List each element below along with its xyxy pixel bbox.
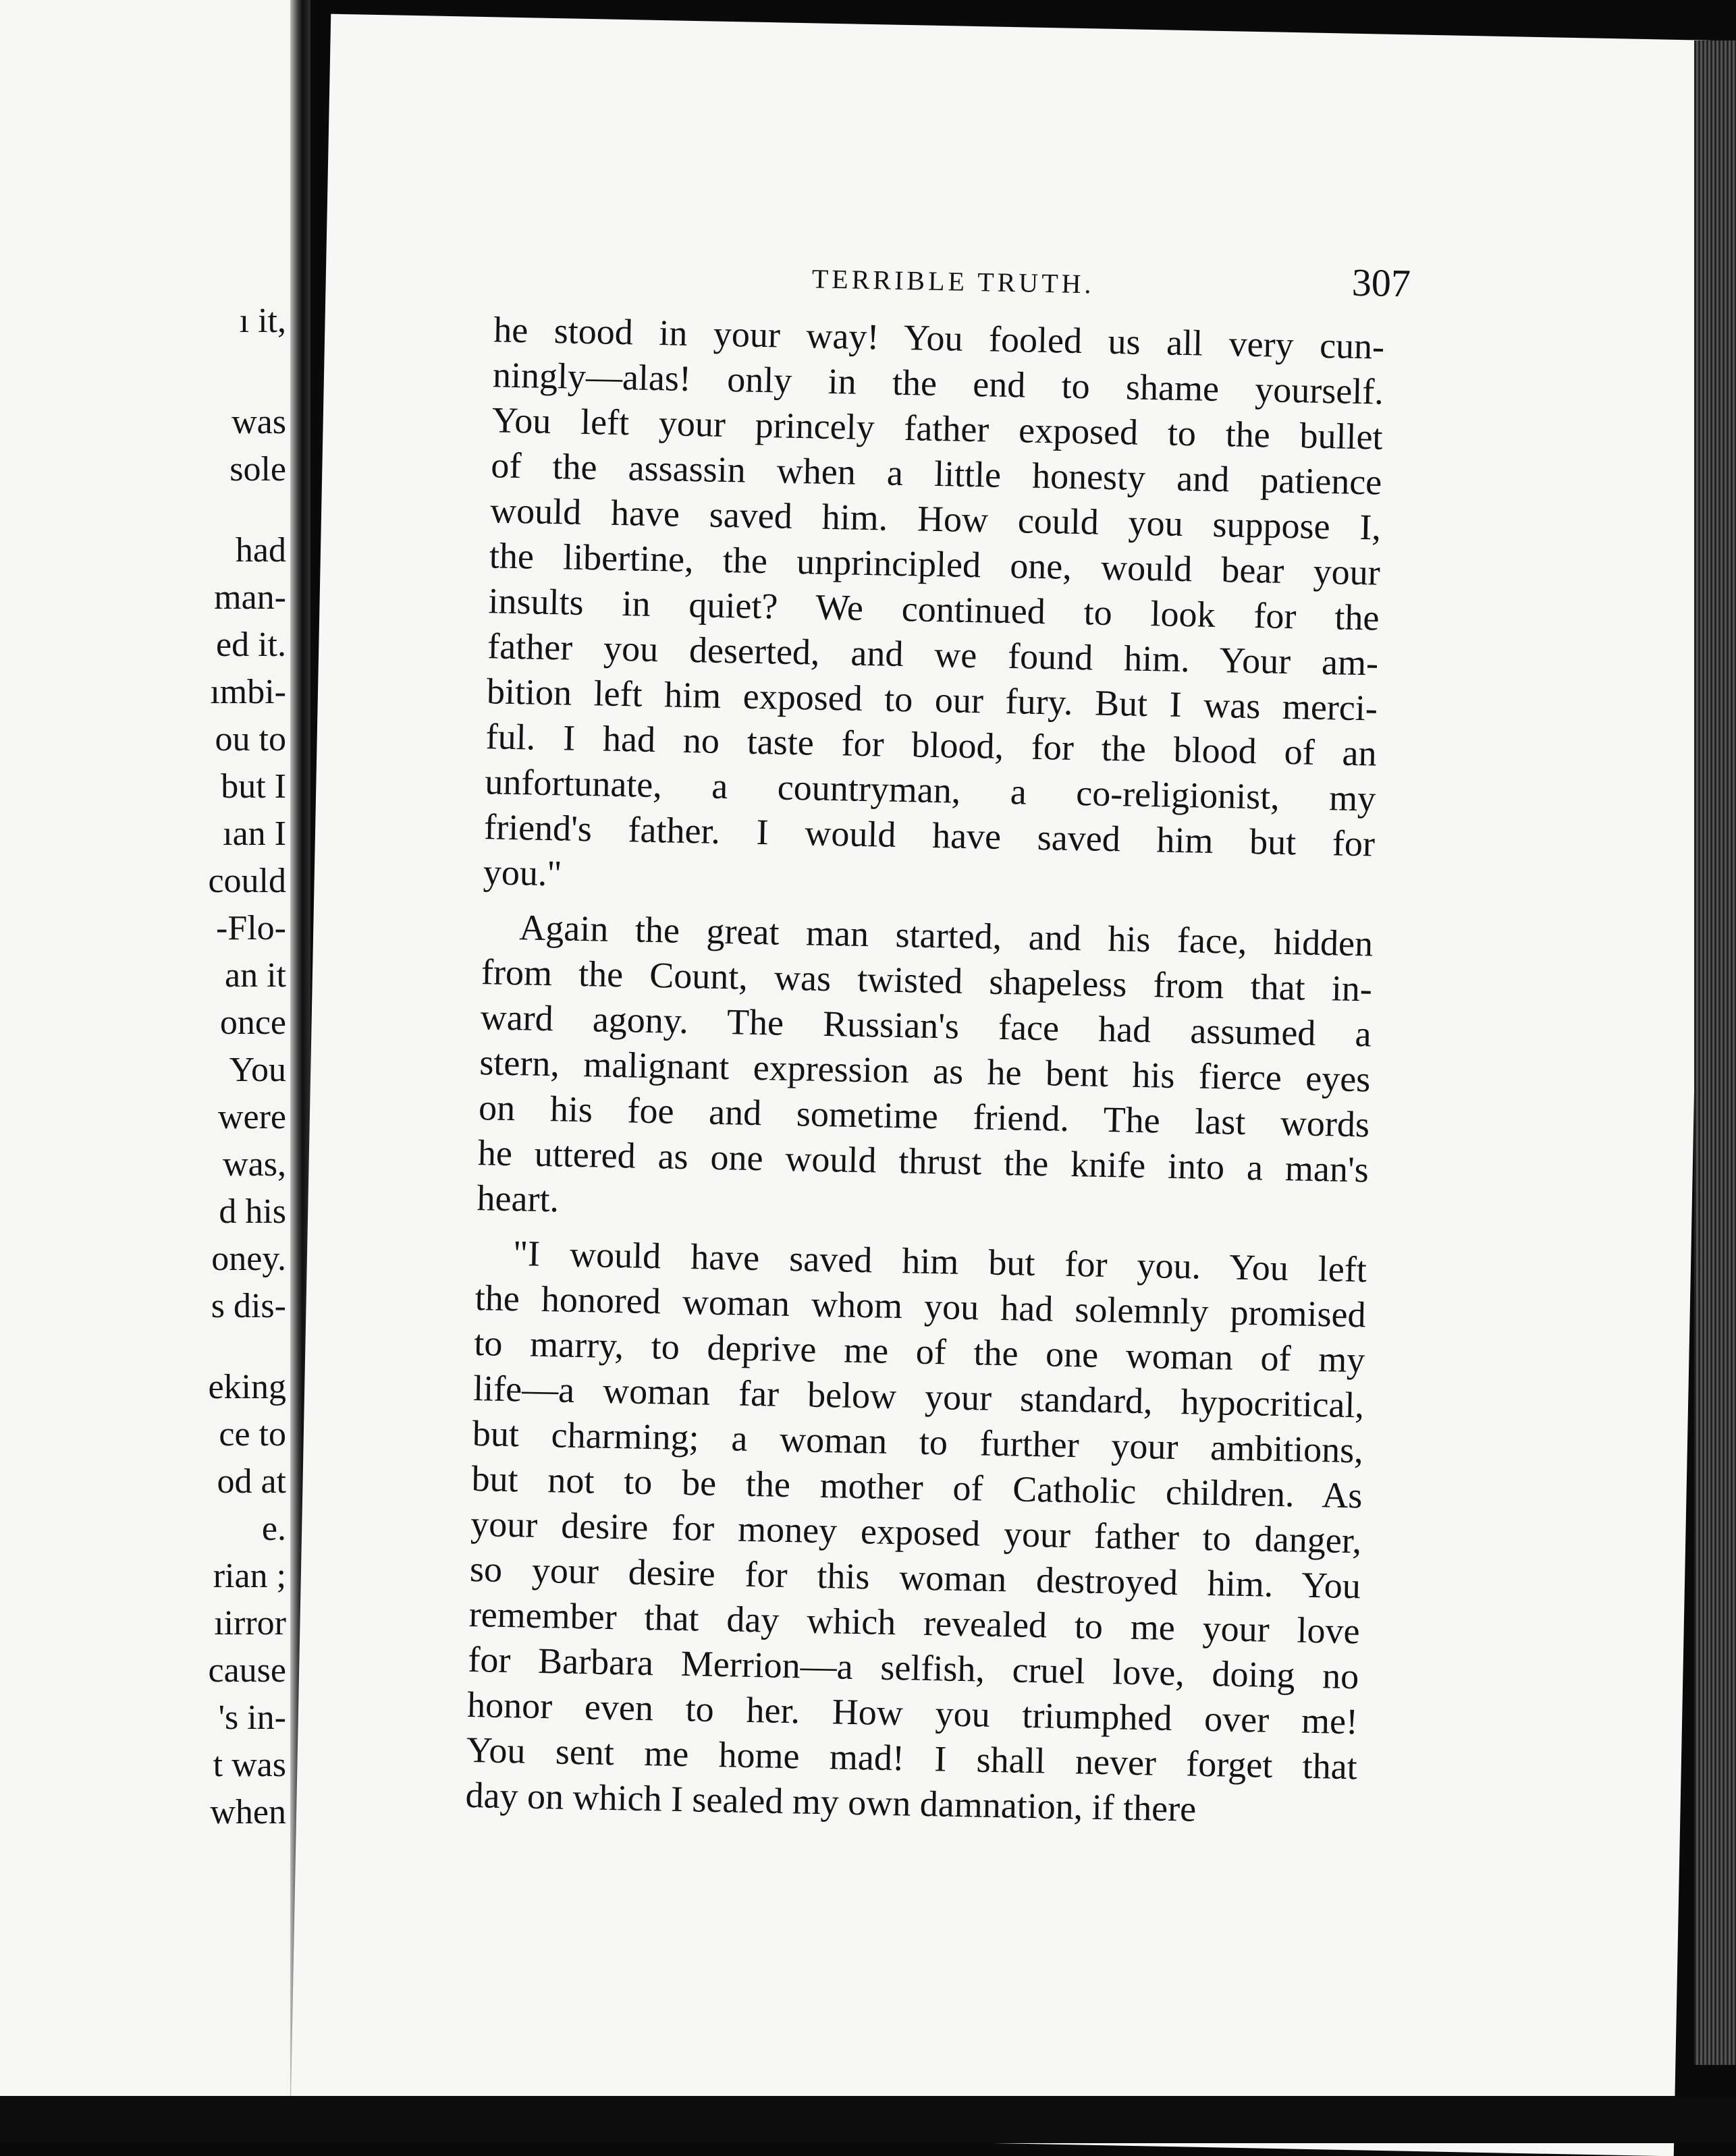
left-page-line: oney. [211, 1240, 286, 1278]
left-page-line: d his [219, 1192, 286, 1231]
left-page-line: -Flo- [216, 909, 286, 947]
left-page-line: had [235, 531, 286, 570]
text-line: on his foe and sometime friend. The last words [478, 1087, 1370, 1145]
left-page-line: od at [217, 1462, 286, 1501]
left-page-line: s dis- [211, 1287, 286, 1325]
left-page-line: ımbi- [210, 673, 286, 711]
text-line: honor even to her. How you triumphed over me! [466, 1684, 1359, 1742]
left-page-line: sole [229, 450, 286, 489]
left-page-line: t was [213, 1746, 286, 1784]
text-line: to marry, to deprive me of the one woman of my [473, 1323, 1365, 1381]
left-page-line: an it [225, 956, 286, 995]
left-page-line: when [210, 1793, 286, 1831]
text-line: insults in quiet? We continued to look for the [488, 580, 1380, 638]
left-page-line: were [217, 1098, 286, 1136]
left-page-line: once [219, 1003, 286, 1042]
text-line: he uttered as one would thrust the knife into a man's [477, 1132, 1369, 1190]
text-line: life—a woman far below your standard, hypocritical, [472, 1368, 1365, 1426]
left-page-line: 's in- [218, 1698, 286, 1737]
text-line: friend's father. I would have saved him but for [483, 806, 1376, 864]
right-page [290, 14, 1714, 2156]
left-page-line: was [232, 403, 286, 441]
left-page-fragment [0, 0, 290, 2143]
left-page-line: ce to [219, 1415, 286, 1454]
left-page-line: ıirror [214, 1604, 286, 1642]
text-line: You left your princely father exposed to the bullet [491, 399, 1384, 458]
page-edges [1694, 40, 1736, 2065]
paragraph [465, 1230, 1367, 1835]
text-line: the libertine, the unprincipled one, would bear your [489, 535, 1381, 593]
left-page-line: but I [221, 767, 286, 806]
left-page-line: could [208, 862, 286, 900]
text-line: but charming; a woman to further your ambitions, [472, 1413, 1364, 1471]
left-page-line: ed it. [216, 626, 286, 664]
left-page-line: was, [223, 1145, 286, 1184]
left-page-line: cause [208, 1651, 286, 1690]
text-line: unfortunate, a countryman, a co-religionist, my [484, 761, 1376, 819]
text-line: day on which I sealed my own damnation, if there [465, 1774, 1197, 1829]
left-page-line: ı it, [239, 302, 286, 340]
text-line: father you deserted, and we found him. Your am- [487, 626, 1379, 684]
text-line: the honored woman whom you had solemnly promised [474, 1277, 1367, 1335]
text-line: your desire for money exposed your father to danger, [470, 1503, 1362, 1561]
left-page-line: rian ; [213, 1557, 286, 1595]
left-page-line: ıan I [223, 814, 286, 853]
text-line: "I would have saved him but for you. You left [512, 1233, 1367, 1290]
paragraph [477, 904, 1374, 1238]
paragraph [483, 307, 1384, 912]
text-line: heart. [477, 1178, 560, 1220]
text-line: remember that day which revealed to me your love [468, 1593, 1361, 1652]
text-line: bition left him exposed to our fury. But I was merci- [486, 671, 1378, 729]
text-line: of the assassin when a little honesty and patience [490, 445, 1382, 503]
text-line: would have saved him. How could you suppose I, [489, 490, 1382, 548]
scan-border [0, 2096, 1736, 2143]
left-page-line: ou to [215, 720, 286, 758]
text-line: ful. I had no taste for blood, for the blood of an [485, 716, 1378, 774]
text-line: Again the great man started, and his face, hidden [518, 907, 1374, 964]
running-head: TERRIBLE TRUTH. [811, 263, 1095, 300]
body-text [465, 307, 1385, 1835]
text-line: you." [483, 852, 563, 894]
left-page-line: You [229, 1051, 286, 1089]
text-line: but not to be the mother of Catholic children. As [471, 1458, 1363, 1516]
text-line: You sent me home mad! I shall never forget that [466, 1729, 1358, 1788]
text-line: from the Count, was twisted shapeless from that in- [481, 951, 1373, 1010]
left-page-line: e. [261, 1510, 286, 1548]
text-line: so your desire for this woman destroyed him. You [469, 1548, 1361, 1607]
text-line: stern, malignant expression as he bent his fierce eyes [479, 1042, 1371, 1100]
text-line: ward agony. The Russian's face had assumed a [480, 997, 1372, 1055]
left-page-line: eking [208, 1368, 286, 1406]
text-line: for Barbara Merrion—a selfish, cruel love, doing no [467, 1638, 1359, 1697]
text-line: he stood in your way! You fooled us all very cun- [493, 309, 1385, 367]
page-number: 307 [1351, 260, 1411, 306]
text-line: ningly—alas! only in the end to shame yourself. [492, 354, 1384, 412]
left-page-line: man- [214, 578, 286, 617]
